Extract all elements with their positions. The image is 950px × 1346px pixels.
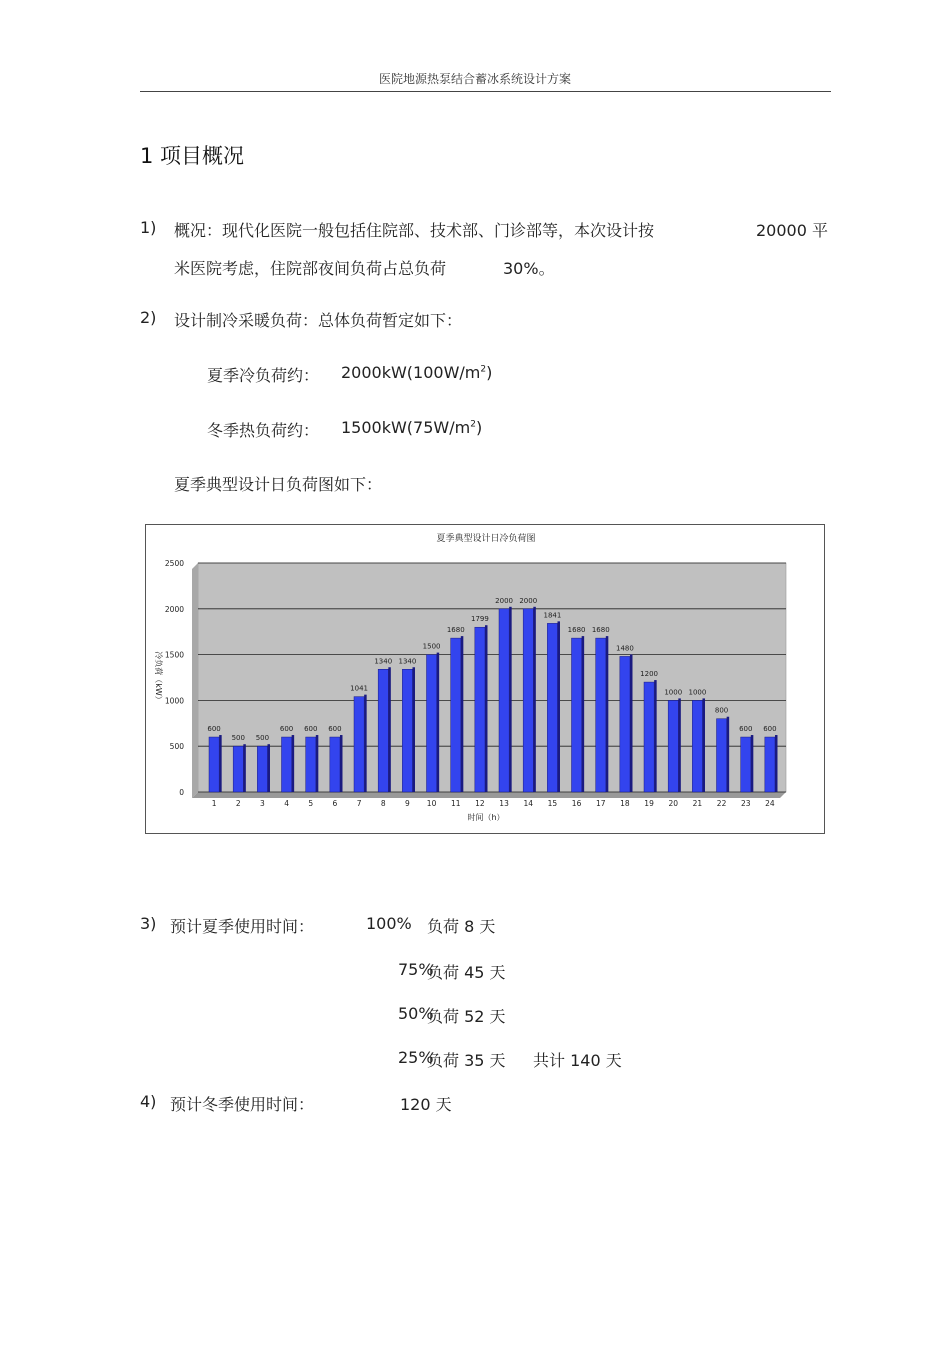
- x-tick-label-11: 11: [450, 799, 461, 808]
- bar-19: [644, 682, 654, 792]
- x-tick-label-20: 20: [668, 799, 679, 808]
- x-tick-label-24: 24: [765, 799, 775, 808]
- bar-side-10: [437, 653, 440, 792]
- x-tick-label-9: 9: [405, 799, 410, 808]
- bar-side-13: [509, 607, 512, 792]
- y-axis-label: 冷负荷（kW）: [154, 651, 163, 704]
- data-label-5: 600: [304, 725, 318, 734]
- bar-11: [451, 638, 461, 792]
- bar-side-11: [461, 636, 464, 792]
- y-tick-label-1000: 1000: [164, 696, 184, 706]
- bar-12: [475, 627, 485, 792]
- plot-floor: [192, 792, 786, 798]
- x-axis-label: 时间（h）: [467, 813, 505, 822]
- data-label-6: 600: [328, 725, 342, 734]
- bar-side-16: [582, 636, 585, 792]
- bar-21: [692, 700, 702, 792]
- item-1-area-value: 20000 平: [756, 221, 828, 240]
- item-2-number: 2): [140, 308, 157, 327]
- data-label-19: 1200: [640, 670, 658, 679]
- data-label-1: 600: [207, 725, 221, 734]
- bar-15: [547, 623, 557, 792]
- x-tick-label-17: 17: [595, 799, 606, 808]
- y-tick-label-2500: 2500: [164, 559, 184, 568]
- header-rule: [140, 91, 831, 92]
- data-label-23: 600: [739, 725, 753, 734]
- bar-side-19: [654, 680, 657, 792]
- x-tick-label-10: 10: [426, 799, 437, 808]
- data-label-10: 1500: [422, 642, 441, 651]
- x-tick-label-7: 7: [356, 799, 362, 808]
- summer-row-4-pct: 25%: [398, 1048, 434, 1067]
- bar-side-1: [219, 735, 222, 792]
- data-label-22: 800: [714, 706, 729, 715]
- data-label-11: 1680: [446, 626, 465, 635]
- x-tick-label-23: 23: [740, 799, 751, 808]
- x-tick-label-3: 3: [260, 799, 265, 808]
- data-label-13: 2000: [495, 596, 513, 605]
- bar-side-24: [775, 735, 778, 792]
- item-4-number: 4): [140, 1092, 157, 1111]
- bar-14: [523, 609, 533, 792]
- y-tick-label-0: 0: [179, 788, 184, 797]
- chart-title: 夏季典型设计日冷负荷图: [436, 534, 536, 544]
- bar-side-12: [485, 625, 488, 792]
- bar-side-23: [751, 735, 754, 792]
- data-label-16: 1680: [567, 626, 586, 635]
- x-tick-label-6: 6: [332, 799, 338, 808]
- bar-side-5: [316, 735, 319, 792]
- data-label-7: 1041: [350, 684, 368, 693]
- x-tick-label-13: 13: [499, 799, 509, 808]
- summer-row-1-desc: 负荷 8 天: [427, 917, 496, 936]
- bar-side-7: [364, 695, 367, 792]
- bar-side-4: [292, 735, 295, 792]
- item-1-number: 1): [140, 218, 157, 237]
- bar-side-2: [243, 744, 246, 792]
- item-1-text-line1: 概况：现代化医院一般包括住院部、技术部、门诊部等，本次设计按: [174, 221, 655, 240]
- y-tick-label-500: 500: [169, 742, 184, 752]
- summer-row-2-pct: 75%: [398, 960, 434, 979]
- plot-side-wall: [192, 563, 198, 798]
- bar-10: [427, 655, 437, 792]
- x-tick-label-4: 4: [284, 799, 289, 808]
- bar-side-3: [267, 744, 270, 792]
- load-chart: [145, 524, 825, 834]
- y-tick-label-1500: 1500: [164, 650, 184, 660]
- bar-23: [741, 737, 751, 792]
- bar-side-15: [557, 621, 560, 792]
- summer-load-value: $2000kW(100W/m^2)$: [341, 363, 493, 382]
- data-label-15: 1841: [543, 611, 562, 620]
- data-label-14: 2000: [519, 596, 538, 605]
- winter-load-value: $1500kW(75W/m^2)$: [341, 418, 483, 437]
- summer-load-label: 夏季冷负荷约：: [207, 366, 320, 385]
- summer-row-1-pct: 100%: [366, 914, 412, 933]
- bar-9: [402, 669, 412, 792]
- bar-side-18: [630, 654, 633, 792]
- x-tick-label-18: 18: [620, 799, 630, 808]
- data-label-9: 1340: [398, 657, 417, 666]
- bar-side-14: [533, 607, 536, 792]
- x-tick-label-16: 16: [571, 799, 582, 808]
- data-label-4: 600: [279, 725, 294, 734]
- bar-16: [572, 638, 582, 792]
- bar-side-6: [340, 735, 343, 792]
- data-label-18: 1480: [616, 644, 634, 653]
- x-tick-label-22: 22: [716, 799, 727, 808]
- x-tick-label-15: 15: [547, 799, 558, 808]
- y-tick-label-2000: 2000: [164, 604, 184, 614]
- bar-side-9: [412, 667, 415, 792]
- bar-1: [209, 737, 219, 792]
- x-tick-label-1: 1: [211, 799, 217, 808]
- data-label-2: 500: [231, 734, 245, 743]
- data-label-12: 1799: [471, 615, 489, 624]
- x-tick-label-21: 21: [692, 799, 703, 808]
- bar-side-8: [388, 667, 391, 792]
- bar-side-17: [606, 636, 609, 792]
- item-4-label: 预计冬季使用时间：: [170, 1095, 315, 1114]
- bar-side-22: [727, 717, 730, 792]
- summer-row-2-desc: 负荷 45 天: [427, 963, 506, 982]
- bar-24: [765, 737, 775, 792]
- summer-total: 共计 140 天: [533, 1051, 622, 1070]
- bar-side-20: [678, 698, 681, 792]
- bar-22: [717, 719, 727, 792]
- item-1-text-line2: 米医院考虑，住院部夜间负荷占总负荷: [174, 259, 447, 278]
- chart-svg: [146, 525, 824, 833]
- bar-7: [354, 697, 364, 792]
- data-label-3: 500: [255, 734, 270, 743]
- item-3-number: 3): [140, 914, 157, 933]
- data-label-21: 1000: [688, 688, 707, 697]
- x-tick-label-2: 2: [235, 799, 241, 808]
- bar-8: [378, 669, 388, 792]
- winter-days: 120 天: [400, 1095, 452, 1114]
- bar-13: [499, 609, 509, 792]
- x-tick-label-5: 5: [308, 799, 314, 808]
- summer-row-3-desc: 负荷 52 天: [427, 1007, 506, 1026]
- bar-2: [233, 746, 243, 792]
- x-tick-label-14: 14: [523, 799, 534, 808]
- item-2-text: 设计制冷采暖负荷：总体负荷暂定如下：: [174, 311, 463, 330]
- data-label-17: 1680: [591, 626, 610, 635]
- section-title: 1 项目概况: [140, 144, 245, 168]
- bar-20: [668, 700, 678, 792]
- bar-4: [282, 737, 292, 792]
- bar-6: [330, 737, 340, 792]
- item-3-label: 预计夏季使用时间：: [170, 917, 315, 936]
- data-label-20: 1000: [664, 688, 683, 697]
- item-1-night-ratio: 30%。: [503, 259, 555, 278]
- data-label-24: 600: [763, 725, 777, 734]
- summer-row-4-desc: 负荷 35 天: [427, 1051, 506, 1070]
- data-label-8: 1340: [374, 657, 393, 666]
- x-tick-label-12: 12: [475, 799, 485, 808]
- chart-intro: 夏季典型设计日负荷图如下：: [174, 475, 383, 494]
- x-tick-label-8: 8: [380, 799, 386, 808]
- x-tick-label-19: 19: [644, 799, 654, 808]
- bar-5: [306, 737, 316, 792]
- summer-row-3-pct: 50%: [398, 1004, 434, 1023]
- page-header: 医院地源热泵结合蓄冰系统设计方案: [378, 72, 571, 86]
- bar-3: [257, 746, 267, 792]
- bar-side-21: [702, 698, 705, 792]
- bar-17: [596, 638, 606, 792]
- winter-load-label: 冬季热负荷约：: [207, 421, 320, 440]
- bar-18: [620, 656, 630, 792]
